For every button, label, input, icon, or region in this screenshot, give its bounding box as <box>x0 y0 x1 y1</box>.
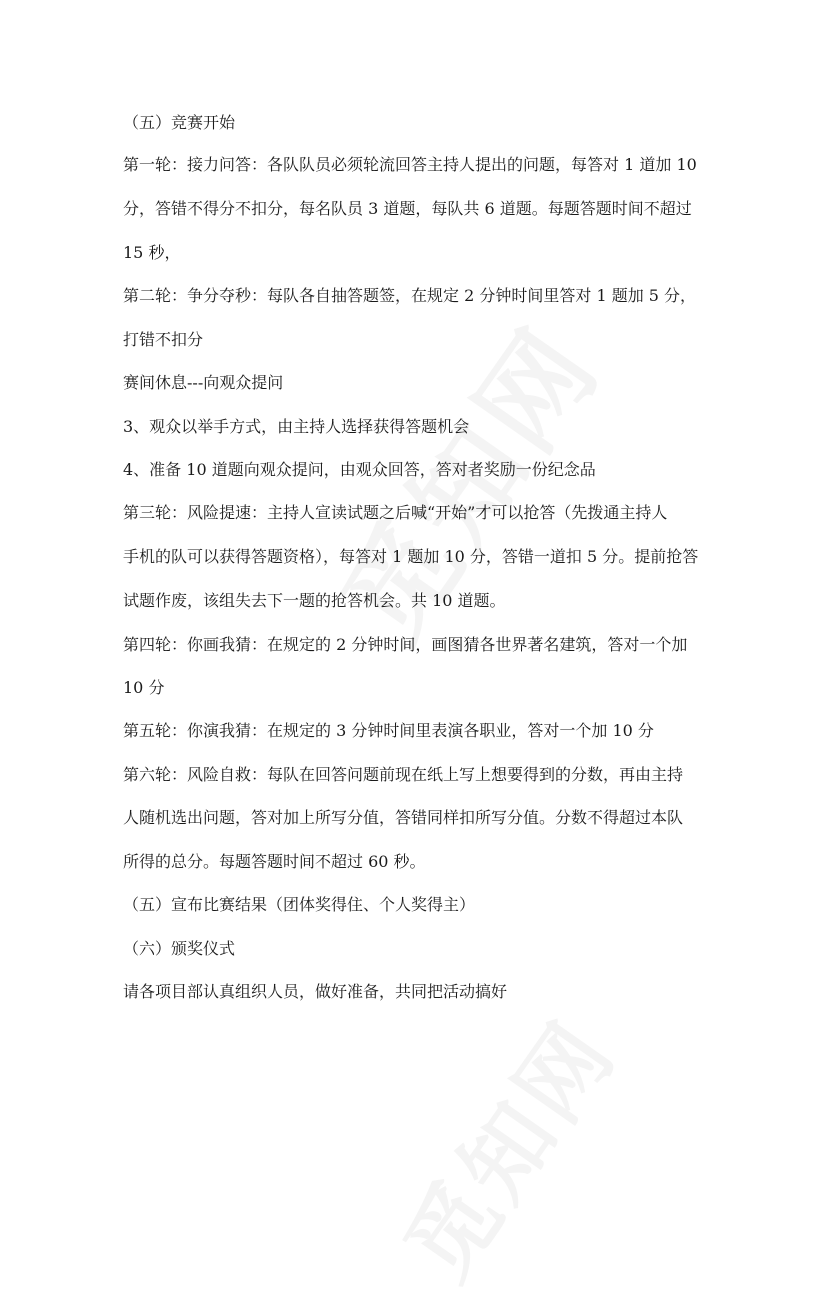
paragraph-line: 手机的队可以获得答题资格），每答对 1 题加 10 分，答错一道扣 5 分。提前抢答 <box>123 547 699 566</box>
section-heading: （五）竞赛开始 <box>123 113 236 132</box>
paragraph-line: 10 分 <box>123 678 165 697</box>
paragraph-line: 第三轮：风险提速：主持人宣读试题之后喊“开始”才可以抢答（先拨通主持人 <box>123 503 668 522</box>
paragraph-line: 第五轮：你演我猜：在规定的 3 分钟时间里表演各职业，答对一个加 10 分 <box>123 721 654 740</box>
paragraph-line: 第四轮：你画我猜：在规定的 2 分钟时间，画图猜各世界著名建筑，答对一个加 <box>123 635 688 654</box>
paragraph-line: 打错不扣分 <box>123 330 204 349</box>
paragraph-line: 15 秒， <box>123 243 181 262</box>
paragraph-line: 第二轮：争分夺秒：每队各自抽答题签，在规定 2 分钟时间里答对 1 题加 5 分， <box>123 286 697 305</box>
paragraph-line: 3、观众以举手方式，由主持人选择获得答题机会 <box>123 417 470 436</box>
paragraph-line: 第一轮：接力问答：各队队员必须轮流回答主持人提出的问题，每答对 1 道加 10 <box>123 155 697 174</box>
section-heading: （六）颁奖仪式 <box>123 939 236 958</box>
paragraph-line: 试题作废，该组失去下一题的抢答机会。共 10 道题。 <box>123 591 506 610</box>
paragraph-line: 人随机选出问题，答对加上所写分值，答错同样扣所写分值。分数不得超过本队 <box>123 808 684 827</box>
section-heading: （五）宣布比赛结果（团体奖得住、个人奖得主） <box>123 895 476 914</box>
watermark <box>368 990 640 1300</box>
paragraph-line: 4、准备 10 道题向观众提问，由观众回答，答对者奖励一份纪念品 <box>123 460 596 479</box>
paragraph-line: 所得的总分。每题答题时间不超过 60 秒。 <box>123 852 426 871</box>
paragraph-line: 第六轮：风险自救：每队在回答问题前现在纸上写上想要得到的分数，再由主持 <box>123 765 684 784</box>
paragraph-line: 赛间休息---向观众提问 <box>123 373 284 392</box>
paragraph-line: 请各项目部认真组织人员，做好准备，共同把活动搞好 <box>123 982 508 1001</box>
paragraph-line: 分，答错不得分不扣分，每名队员 3 道题，每队共 6 道题。每题答题时间不超过 <box>123 199 692 218</box>
